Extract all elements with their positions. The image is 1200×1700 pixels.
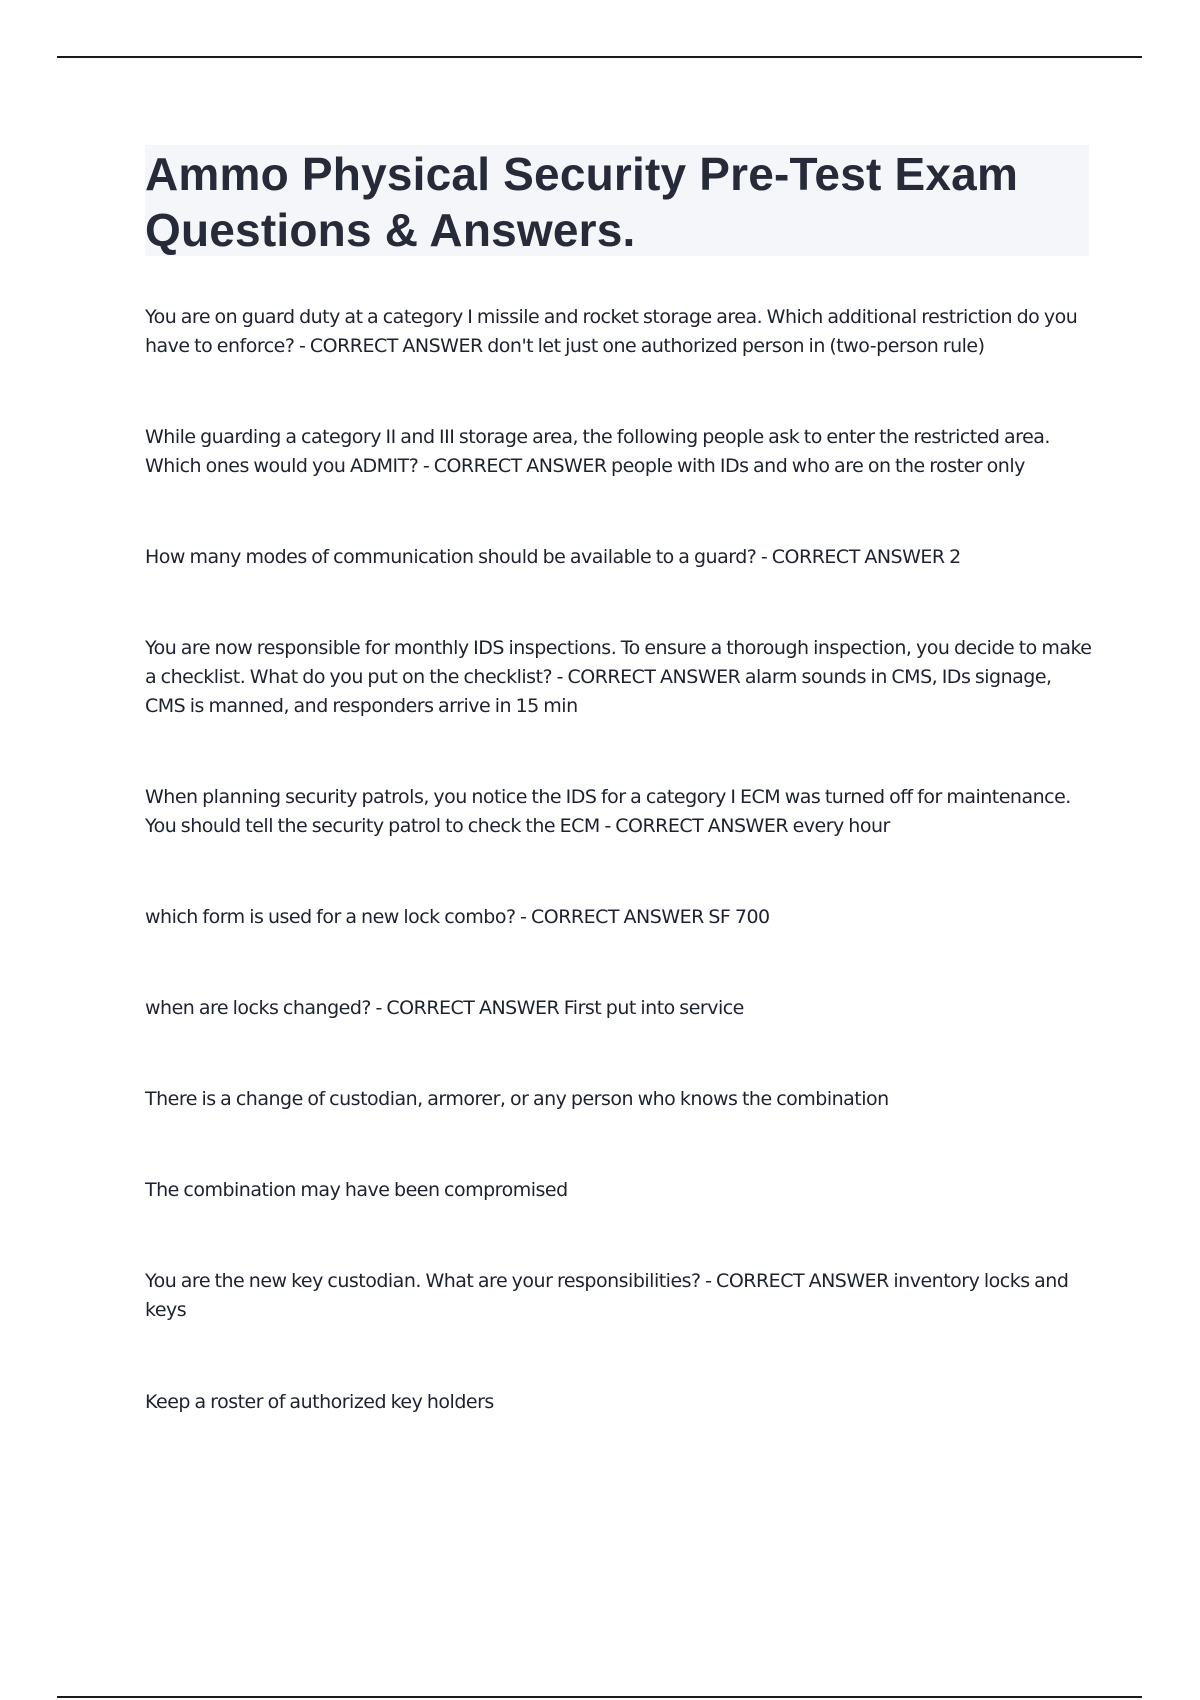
qa-entry-8: There is a change of custodian, armorer, or any person who knows the combination xyxy=(145,1088,889,1110)
page-title: Ammo Physical Security Pre-Test Exam Questions & Answers. xyxy=(145,148,1019,256)
qa-entry-6: which form is used for a new lock combo? - CORRECT ANSWER SF 700 xyxy=(145,906,770,928)
title-block xyxy=(145,145,1089,256)
bottom-divider xyxy=(57,1696,1142,1698)
qa-entry-3: How many modes of communication should be available to a guard? - CORRECT ANSWER 2 xyxy=(145,546,961,568)
top-divider xyxy=(57,56,1142,58)
qa-entry-11: Keep a roster of authorized key holders xyxy=(145,1391,494,1413)
qa-entry-4: You are now responsible for monthly IDS inspections. To ensure a thorough inspection, you decide to make a checklist. What do you put on the checklist? - CORRECT ANSWER alarm sounds in CMS, IDs signage, CMS is manned, and responders arrive in 15 min xyxy=(145,637,1092,717)
qa-entry-2: While guarding a category II and III storage area, the following people ask to enter the restricted area. Which ones would you ADMIT? - CORRECT ANSWER people with IDs and who are on the roster only xyxy=(145,426,1050,477)
qa-entry-9: The combination may have been compromised xyxy=(145,1179,568,1201)
qa-entry-10: You are the new key custodian. What are your responsibilities? - CORRECT ANSWER inventory locks and keys xyxy=(145,1270,1069,1321)
qa-entry-1: You are on guard duty at a category I missile and rocket storage area. Which additional restriction do you have to enforce? - CORRECT ANSWER don't let just one authorized person in (two-person rule) xyxy=(145,306,1078,357)
qa-entry-7: when are locks changed? - CORRECT ANSWER First put into service xyxy=(145,997,744,1019)
qa-entry-5: When planning security patrols, you notice the IDS for a category I ECM was turned off for maintenance. You should tell the security patrol to check the ECM - CORRECT ANSWER every hour xyxy=(145,786,1071,837)
